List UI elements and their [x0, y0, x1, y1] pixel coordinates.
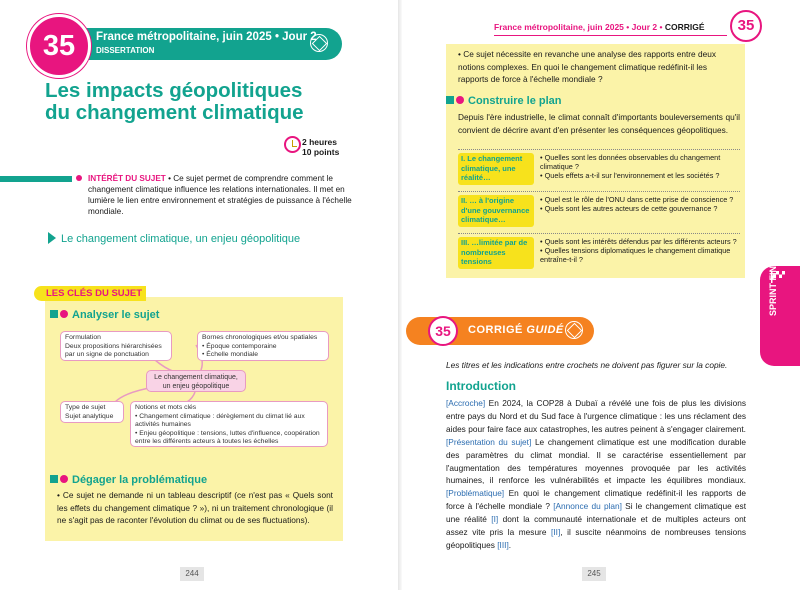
- plan-question: • Quelles sont les données observables du changement climatique ?: [540, 153, 721, 172]
- enjeu-text: Le changement climatique, un enjeu géopolitique: [61, 233, 301, 245]
- plan-row: [458, 149, 740, 191]
- plan-part-label: I. Le changement climatique, une réalité…: [458, 153, 534, 185]
- tag-presentation: [Présentation du sujet]: [446, 436, 532, 447]
- sujet-header-title: France métropolitaine, juin 2025 • Jour 2: [96, 31, 317, 43]
- corrige-number-badge: 35: [428, 316, 458, 346]
- tag-problematique: [Problématique]: [446, 488, 505, 499]
- interet-label: INTÉRÊT DU SUJET: [88, 174, 166, 183]
- duration-points: 10 points: [302, 147, 340, 157]
- tag-part-2: [II]: [551, 527, 561, 538]
- intro-part: Si le changement climatique est une réalité: [446, 501, 746, 525]
- introduction-heading: Introduction: [446, 379, 516, 393]
- plan-question: • Quels sont les intérêts défendus par les différents acteurs ?: [540, 237, 737, 246]
- right-header-text: France métropolitaine, juin 2025 • Jour 2 •: [494, 22, 665, 32]
- intro-part: , il suscite néanmoins de nombreuses tensions géopolitiques: [446, 527, 746, 550]
- sprint-final-tab: [760, 254, 800, 366]
- sprint-final-label: SPRINT FINAL: [768, 254, 778, 316]
- compass-icon: [565, 321, 583, 339]
- intro-part: .: [508, 539, 512, 550]
- interet-du-sujet: [88, 173, 358, 217]
- tag-annonce-plan: [Annonce du plan]: [553, 501, 622, 512]
- square-marker-icon: [50, 310, 58, 318]
- type-sujet-box: [60, 401, 124, 423]
- bullet-dot-icon: [76, 175, 82, 181]
- decorative-bar: [0, 176, 72, 182]
- plan-text: Depuis l'ère industrielle, le climat connaît d'importants bouleversements qu'il convient de décrire avant d'en présenter les conséquences géopolitiques.: [458, 112, 740, 135]
- bornes-item: • Échelle mondiale: [202, 351, 259, 358]
- copy-note: Les titres et les indications entre crochets ne doivent pas figurer sur la copie.: [446, 360, 728, 370]
- page-number: 244: [180, 567, 204, 581]
- intro-part: dont la communauté internationale et de multiples acteurs ont assez vite pris la mesure: [446, 514, 746, 538]
- intro-part: Le changement climatique est une modification durable des paramètres du climat mondial. Il se caractérise essentiellement par l'augmentation des températures moyennes provoquée par les activités humaines, il renforce les vulnérabilités et impacte les équilibres mondiaux.: [446, 436, 747, 486]
- formulation-box: [60, 331, 172, 361]
- tag-accroche: [Accroche]: [446, 398, 486, 408]
- plan-part-label: II. … à l'origine d'une gouvernance climatique…: [458, 195, 534, 227]
- plan-heading: [446, 95, 562, 107]
- dot-marker-icon: [60, 310, 68, 318]
- interet-text: • Ce sujet permet de comprendre comment le changement climatique influence les relations internationales. Il met en lumière le lien entre environnement et stratégies de puissance à l'échelle mondiale.: [88, 174, 352, 216]
- sujet-header-bar: [58, 28, 342, 60]
- clock-icon: [284, 136, 301, 153]
- analyser-heading-text: Analyser le sujet: [72, 309, 160, 321]
- sujet-number-badge-small: 35: [730, 10, 762, 42]
- right-header: [494, 22, 704, 32]
- square-marker-icon: [50, 475, 58, 483]
- introduction-text: [446, 397, 746, 552]
- notions-item: • Changement climatique : dérèglement du climat lié aux activités humaines: [135, 412, 305, 428]
- plan-question: • Quels effets a-t-il sur l'environnement et les sociétés ?: [540, 171, 720, 181]
- tag-part-1: [I]: [491, 514, 499, 525]
- analysis-bullet: • Ce sujet nécessite en revanche une analyse des rapports entre deux notions complexes. En quoi le changement climatique redéfinit-il les rapports de force à l'échelle mondiale ?: [458, 49, 716, 84]
- right-header-corrige: CORRIGÉ: [664, 22, 705, 32]
- tag-part-3: [III]: [497, 539, 509, 550]
- header-rule: [494, 35, 727, 36]
- plan-row: [458, 191, 740, 231]
- square-marker-icon: [446, 96, 454, 104]
- formulation-title: Formulation: [65, 334, 101, 341]
- title-line-1: Les impacts géopolitiques: [45, 79, 303, 102]
- bornes-item: • Époque contemporaine: [202, 342, 277, 350]
- dot-marker-icon: [60, 475, 68, 483]
- problematique-heading-text: Dégager la problématique: [72, 474, 208, 486]
- title-line-2: du changement climatique: [45, 101, 304, 124]
- duration-info: [284, 135, 354, 161]
- center-line-2: un enjeu géopolitique: [162, 383, 230, 390]
- plan-row: [458, 233, 740, 275]
- cles-du-sujet-title: LES CLÉS DU SUJET: [34, 286, 146, 301]
- plan-question: • Quel est le rôle de l'ONU dans cette prise de conscience ?: [540, 195, 734, 204]
- right-page: [402, 0, 800, 590]
- plan-question: • Quels sont les autres acteurs de cette gouvernance ?: [540, 204, 718, 214]
- mindmap-center-box: [146, 370, 246, 392]
- notions-title: Notions et mots clés: [135, 404, 197, 411]
- sujet-number-badge: 35: [27, 14, 91, 78]
- bornes-box: [197, 331, 329, 361]
- dot-marker-icon: [456, 96, 464, 104]
- type-text: Sujet analytique: [65, 412, 114, 420]
- triangle-arrow-icon: [48, 232, 56, 244]
- page-title: [45, 80, 305, 124]
- plan-heading-text: Construire le plan: [468, 95, 562, 107]
- duration-hours: 2 heures: [302, 137, 337, 147]
- compass-icon: [310, 34, 328, 52]
- bornes-title: Bornes chronologiques et/ou spatiales: [202, 334, 318, 341]
- page-number: 245: [582, 567, 606, 581]
- plan-part-label: III. …limitée par de nombreuses tensions: [458, 237, 534, 269]
- corrige-label: CORRIGÉ: [468, 324, 527, 336]
- guide-label: GUIDÉ: [526, 324, 564, 336]
- notions-item: • Enjeu géopolitique : tensions, luttes d'influence, coopération entre les différents acteurs à toutes les échelles: [135, 429, 320, 445]
- plan-question: • Quelles tensions diplomatiques le changement climatique entraîne-t-il ?: [540, 246, 731, 265]
- sujet-header-subtitle: DISSERTATION: [96, 46, 155, 55]
- problematique-heading: [50, 474, 207, 486]
- center-line-1: Le changement climatique,: [154, 374, 238, 381]
- notions-box: [130, 401, 328, 447]
- left-page: [0, 0, 398, 590]
- formulation-text: Deux propositions hiérarchisées par un signe de ponctuation: [65, 342, 162, 358]
- type-title: Type de sujet: [65, 404, 106, 411]
- intro-part: En quoi le changement climatique redéfinit-il les rapports de force à l'échelle mondiale ?: [446, 488, 746, 512]
- enjeu-heading: [48, 232, 300, 245]
- intro-part: En 2024, la COP28 à Dubaï a révélé une fois de plus les divisions entre pays du Nord et du Sud face à l'urgence climatique : les uns réclament des aides pour faire face aux catastrophes, les autres peinent à s'engager clairement.: [446, 398, 746, 434]
- corrige-guide-label: [468, 324, 564, 336]
- problematique-text: • Ce sujet ne demande ni un tableau descriptif (ce n'est pas « Quels sont les effets du changement climatique ? »), ni un traitement chronologique (il ne s'agit pas de raconter l'évolution du climat ou de ses fluctuations).: [57, 490, 333, 525]
